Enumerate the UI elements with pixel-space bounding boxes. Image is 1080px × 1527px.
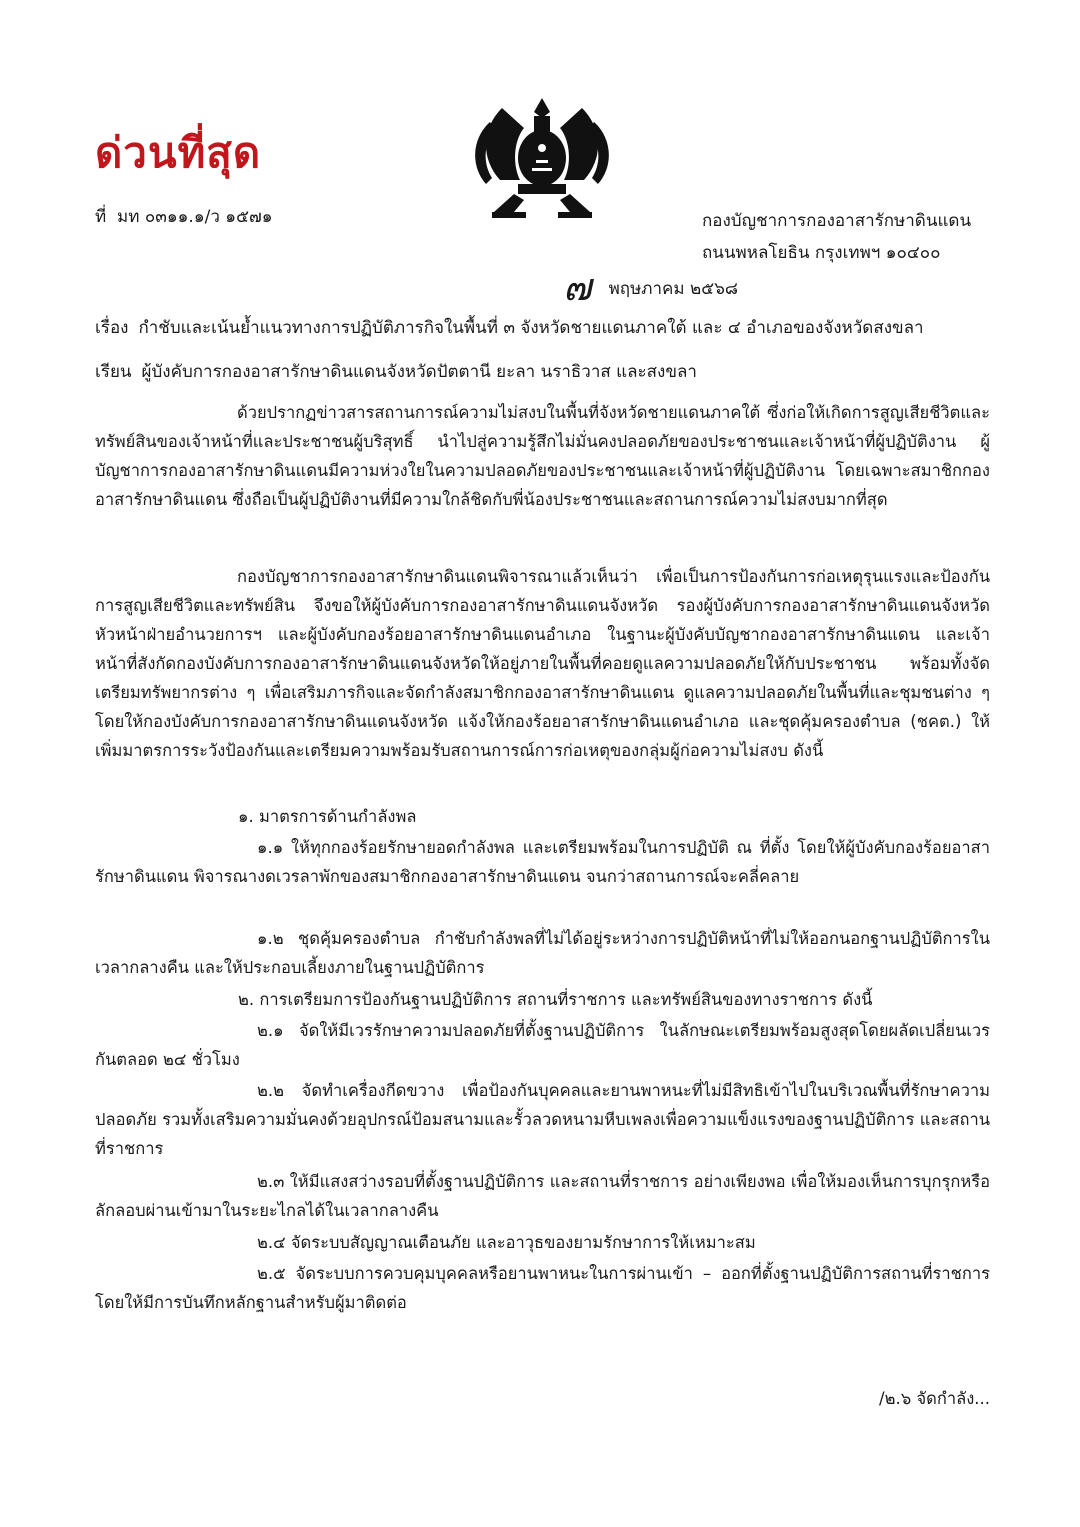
ref-value: มท ๐๓๑๑.๑/ว ๑๕๗๑ xyxy=(117,207,273,227)
section-2-3 xyxy=(95,1167,990,1225)
section-1-2-text: ๑.๒ ชุดคุ้มครองตำบล กำชับกำลังพลที่ไม่ได้อยู่ระหว่างการปฏิบัติหน้าที่ไม่ให้ออกนอกฐานปฏิบัติการในเวลากลางคืน และให้ประกอบเลี้ยงภายในฐานปฏิบัติการ xyxy=(95,929,990,977)
section-2-title: ๒. การเตรียมการป้องกันฐานปฏิบัติการ สถานที่ราชการ และทรัพย์สินของทางราชการ ดังนี้ xyxy=(238,990,873,1009)
recipient-text: ผู้บังคับการกองอาสารักษาดินแดนจังหวัดปัตตานี ยะลา นราธิวาส และสงขลา xyxy=(141,362,697,382)
ref-label: ที่ xyxy=(95,207,107,227)
section-2-5 xyxy=(95,1259,990,1317)
org-name: กองบัญชาการกองอาสารักษาดินแดน xyxy=(702,211,972,231)
date-day-handwritten: ๗ xyxy=(561,265,600,309)
body-paragraph-2: กองบัญชาการกองอาสารักษาดินแดนพิจารณาแล้วเห็นว่า เพื่อเป็นการป้องกันการก่อเหตุรุนแรงและป้องกันการสูญเสียชีวิตและทรัพย์สิน จึงขอให้ผู้บังคับการกองอาสารักษาดินแดนจังหวัด รองผู้บังคับการกองอาสารักษาดินแดนจังหวัด หัวหน้าฝ่ายอำนวยการฯ และผู้บังคับกองร้อยอาสารักษาดินแดนอำเภอ ในฐานะผู้บังคับบัญชากองอาสารักษาดินแดน และเจ้าหน้าที่สังกัดกองบังคับการกองอาสารักษาดินแดนจังหวัดให้อยู่ภายในพื้นที่คอยดูแลความปลอดภัยให้กับประชาชน พร้อมทั้งจัดเตรียมทรัพยากรต่าง ๆ เพื่อเสริมภารกิจและจัดกำลังสมาชิกกองอาสารักษาดินแดน ดูแลความปลอดภัยในพื้นที่และชุมชนต่าง ๆ โดยให้กองบังคับการกองอาสารักษาดินแดนจังหวัด แจ้งให้กองร้อยอาสารักษาดินแดนอำเภอ และชุดคุ้มครองตำบล (ชคต.) ให้เพิ่มมาตรการระวังป้องกันและเตรียมความพร้อมรับสถานการณ์การก่อเหตุของกลุ่มผู้ก่อความไม่สงบ ดังนี้ xyxy=(95,567,990,760)
org-street: ถนนพหลโยธิน กรุงเทพฯ ๑๐๔๐๐ xyxy=(702,243,941,263)
section-1-1 xyxy=(95,833,990,891)
section-2-1 xyxy=(95,1016,990,1074)
section-1-1-text: ๑.๑ ให้ทุกกองร้อยรักษายอดกำลังพล และเตรียมพร้อมในการปฏิบัติ ณ ที่ตั้ง โดยให้ผู้บังคับกองร้อยอาสารักษาดินแดน พิจารณางดเวรลาพักของสมาชิกกองอาสารักษาดินแดน จนกว่าสถานการณ์จะคลี่คลาย xyxy=(95,838,990,886)
section-2-4 xyxy=(95,1228,990,1257)
section-2-2 xyxy=(95,1076,990,1163)
garuda-emblem-icon xyxy=(462,88,622,228)
section-2-4-text: ๒.๔ จัดระบบสัญญาณเตือนภัย และอาวุธของยามรักษาการให้เหมาะสม xyxy=(257,1233,756,1252)
continuation-note: /๒.๖ จัดกำลัง... xyxy=(879,1389,990,1408)
recipient-line xyxy=(95,358,697,385)
subject-line xyxy=(95,314,924,341)
letter-date xyxy=(561,265,738,309)
recipient-label: เรียน xyxy=(95,362,132,382)
section-1-2 xyxy=(95,924,990,982)
section-2-5-text: ๒.๕ จัดระบบการควบคุมบุคคลหรือยานพาหนะในการผ่านเข้า – ออกที่ตั้งฐานปฏิบัติการสถานที่ราชการ โดยให้มีการบันทึกหลักฐานสำหรับผู้มาติดต่อ xyxy=(95,1264,990,1312)
section-1-title: ๑. มาตรการด้านกำลังพล xyxy=(238,807,417,826)
section-2-2-text: ๒.๒ จัดทำเครื่องกีดขวาง เพื่อป้องกันบุคคลและยานพาหนะที่ไม่มีสิทธิเข้าไปในบริเวณพื้นที่รักษาความปลอดภัย รวมทั้งเสริมความมั่นคงด้วยอุปกรณ์ป้อมสนามและรั้วลวดหนามหีบเพลงเพื่อความแข็งแรงของฐานปฏิบัติการ และสถานที่ราชการ xyxy=(95,1081,990,1158)
section-2-3-text: ๒.๓ ให้มีแสงสว่างรอบที่ตั้งฐานปฏิบัติการ และสถานที่ราชการ อย่างเพียงพอ เพื่อให้มองเห็นการบุกรุกหรือลักลอบผ่านเข้ามาในระยะไกลได้ในเวลากลางคืน xyxy=(95,1172,990,1220)
body-paragraph-1: ด้วยปรากฏข่าวสารสถานการณ์ความไม่สงบในพื้นที่จังหวัดชายแดนภาคใต้ ซึ่งก่อให้เกิดการสูญเสียชีวิตและทรัพย์สินของเจ้าหน้าที่และประชาชนผู้บริสุทธิ์ นำไปสู่ความรู้สึกไม่มั่นคงปลอดภัยของประชาชนและเจ้าหน้าที่ผู้ปฏิบัติงาน ผู้บัญชาการกองอาสารักษาดินแดนมีความห่วงใยในความปลอดภัยของประชาชนและเจ้าหน้าที่ผู้ปฏิบัติงาน โดยเฉพาะสมาชิกกองอาสารักษาดินแดน ซึ่งถือเป็นผู้ปฏิบัติงานที่มีความใกล้ชิดกับพี่น้องประชาชนและสถานการณ์ความไม่สงบมากที่สุด xyxy=(95,403,990,509)
subject-text: กำชับและเน้นย้ำแนวทางการปฏิบัติภารกิจในพื้นที่ ๓ จังหวัดชายแดนภาคใต้ และ ๔ อำเภอของจังหวัดสงขลา xyxy=(138,318,924,338)
sender-address xyxy=(702,205,971,269)
subject-label: เรื่อง xyxy=(95,318,129,338)
reference-number xyxy=(95,203,273,230)
date-month-year: พฤษภาคม ๒๕๖๘ xyxy=(608,279,738,299)
section-2-1-text: ๒.๑ จัดให้มีเวรรักษาความปลอดภัยที่ตั้งฐานปฏิบัติการ ในลักษณะเตรียมพร้อมสูงสุดโดยผลัดเปลี่ยนเวรกันตลอด ๒๔ ชั่วโมง xyxy=(95,1021,990,1069)
urgent-stamp: ด่วนที่สุด xyxy=(95,128,262,177)
